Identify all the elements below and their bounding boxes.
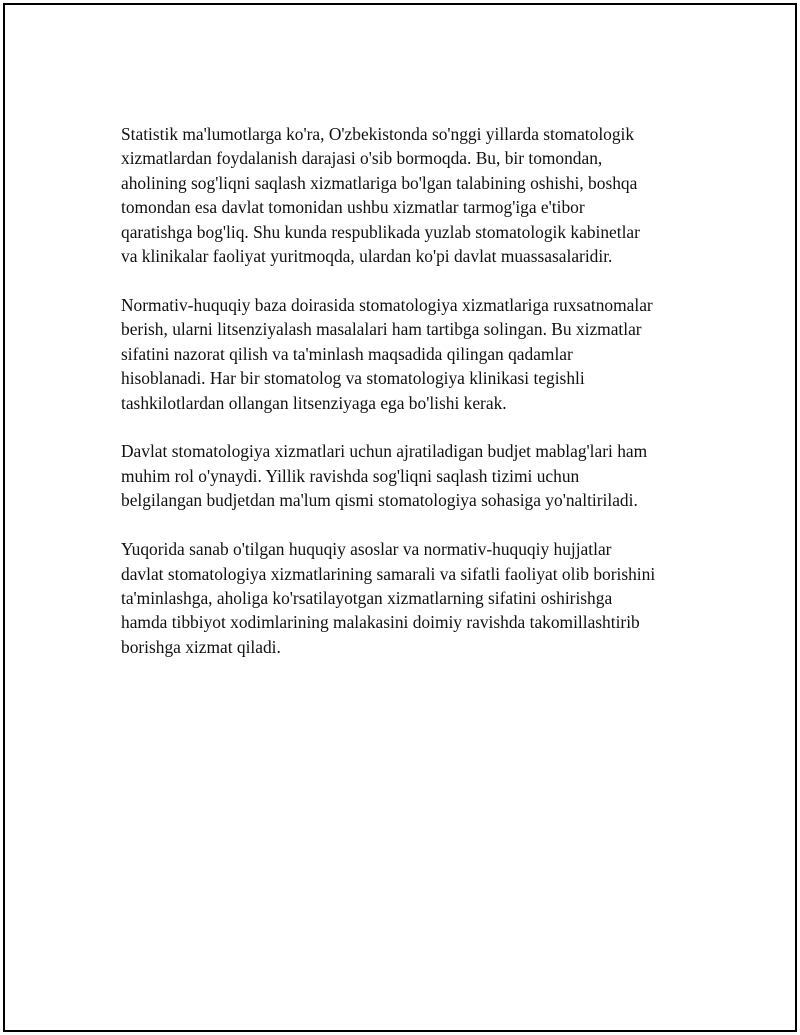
paragraph-1: [121, 122, 696, 268]
text-line: va klinikalar faoliyat yuritmoqda, ulardan ko'pi davlat muassasalaridir.: [121, 246, 613, 267]
text-line: hisoblanadi. Har bir stomatolog va stomatologiya klinikasi tegishli: [121, 368, 585, 389]
text-line: belgilangan budjetdan ma'lum qismi stomatologiya sohasiga yo'naltiriladi.: [121, 490, 638, 511]
text-line: tashkilotlardan ollangan litsenziyaga ega bo'lishi kerak.: [121, 392, 507, 413]
text-line: Davlat stomatologiya xizmatlari uchun ajratiladigan budjet mablag'lari ham: [121, 441, 648, 462]
text-line: borishga xizmat qiladi.: [121, 636, 281, 657]
text-line: qaratishga bog'liq. Shu kunda respublikada yuzlab stomatologik kabinetlar: [121, 221, 640, 242]
document-page: [3, 3, 797, 1032]
paragraph-3: [121, 439, 696, 512]
text-line: muhim rol o'ynaydi. Yillik ravishda sog'liqni saqlash tizimi uchun: [121, 465, 580, 486]
text-line: sifatini nazorat qilish va ta'minlash maqsadida qilingan qadamlar: [121, 343, 573, 364]
text-line: aholining sog'liqni saqlash xizmatlariga bo'lgan talabining oshishi, boshqa: [121, 172, 638, 193]
paragraph-4: [121, 537, 696, 659]
text-line: tomondan esa davlat tomonidan ushbu xizmatlar tarmog'iga e'tibor: [121, 197, 585, 218]
text-line: ta'minlashga, aholiga ko'rsatilayotgan xizmatlarning sifatini oshirishga: [121, 588, 613, 608]
text-line: Yuqorida sanab o'tilgan huquqiy asoslar va normativ-huquqiy hujjatlar: [121, 539, 612, 560]
text-line: davlat stomatologiya xizmatlarining samarali va sifatli faoliyat olib borishini: [121, 563, 656, 584]
text-line: berish, ularni litsenziyalash masalalari ham tartibga solingan. Bu xizmatlar: [121, 319, 642, 340]
text-line: Statistik ma'lumotlarga ko'ra, O'zbekistonda so'nggi yillarda stomatologik: [121, 124, 635, 144]
paragraph-2: [121, 293, 696, 415]
text-line: Normativ-huquqiy baza doirasida stomatologiya xizmatlariga ruxsatnomalar: [121, 294, 653, 315]
text-line: hamda tibbiyot xodimlarining malakasini doimiy ravishda takomillashtirib: [121, 612, 640, 633]
document-body: [121, 122, 696, 684]
text-line: xizmatlardan foydalanish darajasi o'sib bormoqda. Bu, bir tomondan,: [121, 148, 603, 169]
